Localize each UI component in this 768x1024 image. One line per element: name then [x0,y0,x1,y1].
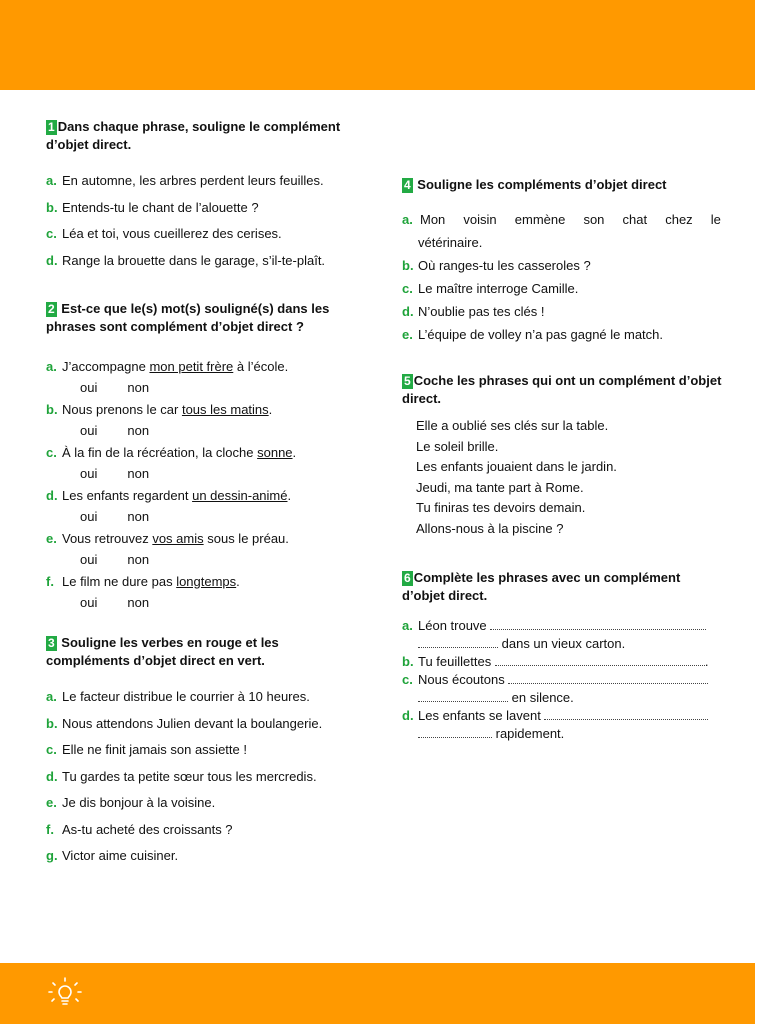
non-option[interactable]: non [127,380,150,395]
oui-non-choice [46,420,346,442]
exercise-6-list [402,617,722,743]
oui-non-choice [46,592,346,614]
exercise-number: 6 [404,571,411,585]
oui-non-choice [46,463,346,485]
oui-option[interactable]: oui [80,552,98,567]
word: Mon [420,212,446,227]
checkable-sentence[interactable]: Le soleil brille. [416,438,499,454]
list-item: b. Nous attendons Julien devant la boulangerie. [46,715,323,731]
exercise-1-title: 1 Dans chaque phrase, souligne le complément d’objet direct. [46,119,341,152]
checkable-sentence[interactable]: Tu finiras tes devoirs demain. [416,500,586,515]
list-item: f. As-tu acheté des croissants ? [46,821,233,837]
list-item: c. À la fin de la récréation, la cloche sonne. [46,445,297,460]
checkable-sentence[interactable]: Allons-nous à la piscine ? [416,520,564,536]
non-option[interactable]: non [127,595,150,610]
oui-option[interactable]: oui [80,595,98,610]
list-item: d. Les enfants regardent un dessin-animé. [46,488,292,503]
exercise-4-title: 4 Souligne les compléments d’objet direct [404,177,667,192]
exercise-4 [402,176,722,346]
list-item: dans un vieux carton. [402,635,722,653]
word: chat [622,212,648,227]
checkable-sentence[interactable]: Elle a oublié ses clés sur la table. [416,418,609,433]
non-option[interactable]: non [127,466,150,481]
exercise-4-list [402,254,722,346]
list-item: a. Léon trouve [402,617,722,635]
left-column [46,118,346,870]
checkable-sentence[interactable]: Jeudi, ma tante part à Rome. [416,479,584,495]
oui-option[interactable]: oui [80,466,98,481]
list-item: b. Tu feuillettes . [402,654,709,669]
oui-non-choice [46,377,346,399]
exercise-2-title: 2 Est-ce que le(s) mot(s) souligné(s) dans les phrases sont complément d’objet direct ? [46,301,330,334]
list-item: d. Les enfants se lavent [402,707,722,725]
list-item: b. Où ranges-tu les casseroles ? [402,258,591,273]
underlined-words: un dessin-animé [192,488,288,503]
oui-option[interactable]: oui [80,380,98,395]
list-item: d. N’oublie pas tes clés ! [402,304,545,319]
list-item: e. Je dis bonjour à la voisine. [46,795,216,810]
exercise-number: 1 [48,120,55,134]
exercise-5 [402,372,722,539]
justified-line [418,208,721,231]
exercise-5-list [402,416,722,539]
word: le [710,212,721,227]
list-item: a. J’accompagne mon petit frère à l’école. [46,359,289,374]
word: emmène [514,212,566,227]
oui-non-choice [46,549,346,571]
exercise-4-item-a: a. Mon voisin emmène son chat chez le vétérinaire. [402,208,722,254]
underlined-words: longtemps [176,574,237,589]
exercise-6-title: 6 Complète les phrases avec un complément d’objet direct. [402,570,681,603]
underlined-words: vos amis [152,531,204,546]
blank-line[interactable] [544,708,708,720]
list-item: f. Le film ne dure pas longtemps. [46,574,240,589]
exercise-3-title: 3 Souligne les verbes en rouge et les compléments d’objet direct en vert. [46,635,279,668]
list-item: en silence. [402,689,722,707]
underlined-words: tous les matins [181,402,269,417]
exercise-1 [46,118,346,274]
underlined-words: sonne [257,445,293,460]
list-item: c. Elle ne finit jamais son assiette ! [46,742,247,757]
list-item: e. L’équipe de volley n’a pas gagné le match. [402,327,664,342]
oui-option[interactable]: oui [80,509,98,524]
non-option[interactable]: non [127,552,150,567]
list-item: a. Le facteur distribue le courrier à 10 heures. [46,689,310,704]
exercise-number: 4 [404,178,411,192]
list-item: rapidement. [402,725,722,743]
oui-option[interactable]: oui [80,423,98,438]
exercise-3-list [46,684,346,870]
header-band [0,0,755,90]
lightbulb-icon [44,972,86,1014]
exercise-number: 2 [48,302,55,316]
exercise-2-list [46,356,346,614]
word: voisin [463,212,497,227]
word: son [583,212,605,227]
blank-line[interactable] [508,672,708,684]
blank-line[interactable] [490,618,706,630]
blank-line[interactable] [418,726,492,738]
footer-band [0,963,755,1024]
list-item: c. Léa et toi, vous cueillerez des cerises. [46,226,282,241]
blank-line[interactable] [495,654,705,666]
list-item: d. Tu gardes ta petite sœur tous les mercredis. [46,768,317,784]
blank-line[interactable] [418,636,498,648]
list-item: d. Range la brouette dans le garage, s’il-te-plaît. [46,252,326,268]
exercise-5-title: 5 Coche les phrases qui ont un complément d’objet direct. [402,373,722,406]
right-column [402,176,722,743]
non-option[interactable]: non [127,423,150,438]
exercise-1-list [46,168,346,274]
exercise-2 [46,300,346,614]
exercise-6 [402,569,722,743]
list-item: g. Victor aime cuisiner. [46,848,179,863]
exercise-number: 3 [48,636,55,650]
underlined-words: mon petit frère [149,359,234,374]
exercise-3 [46,634,346,870]
checkable-sentence[interactable]: Les enfants jouaient dans le jardin. [416,459,617,474]
list-item: e. Vous retrouvez vos amis sous le préau. [46,531,289,546]
exercise-number: 5 [404,374,411,388]
list-item: c. Le maître interroge Camille. [402,281,579,296]
list-item: b. Entends-tu le chant de l’alouette ? [46,199,259,215]
non-option[interactable]: non [127,509,150,524]
list-item: b. Nous prenons le car tous les matins. [46,402,273,417]
blank-line[interactable] [418,690,508,702]
word: chez [665,212,693,227]
list-item: a. En automne, les arbres perdent leurs feuilles. [46,173,324,188]
list-item: c. Nous écoutons [402,671,722,689]
oui-non-choice [46,506,346,528]
